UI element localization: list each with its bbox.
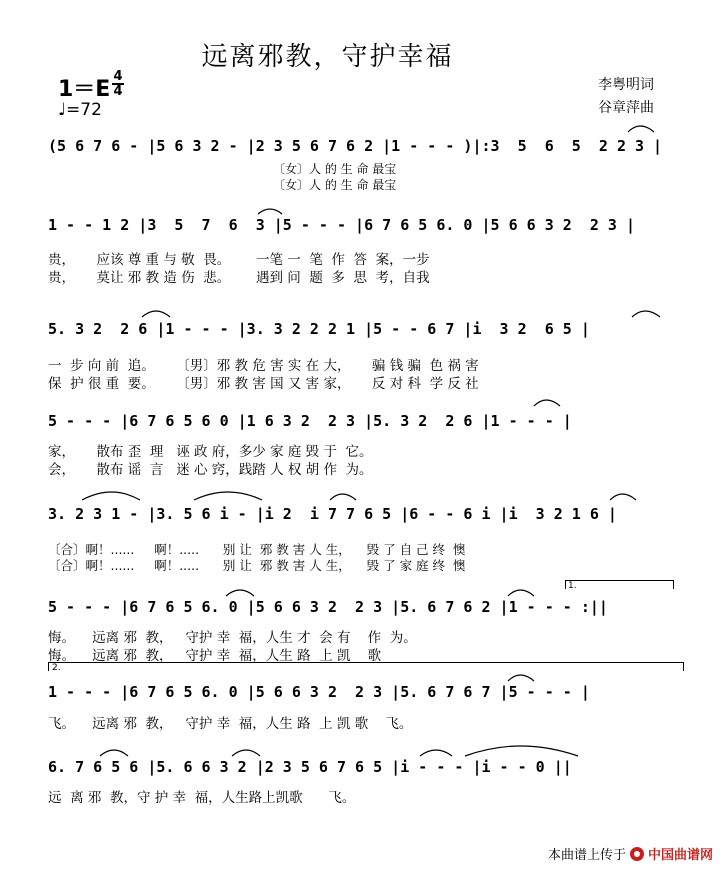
slur-arc bbox=[465, 746, 578, 756]
slur-arc bbox=[534, 400, 560, 406]
lyric-line-4b: 会， 散布 谣 言 迷 心 窍，践踏 人 权 胡 作 为。 bbox=[48, 462, 373, 478]
lyric-line-8a: 远 离 邪 教，守 护 幸 福，人生路上凯歌 飞。 bbox=[48, 790, 356, 806]
slur-arc bbox=[232, 750, 260, 756]
slur-arc bbox=[194, 492, 262, 500]
notation-line-1: (5 6 7 6 - |5 6 3 2 - |2 3 5 6 7 6 2 |1 - - - )|:3 5 6 5 2 2 3 | bbox=[48, 137, 663, 155]
tempo-marking: ♩=72 bbox=[58, 100, 102, 120]
slur-arc bbox=[508, 675, 534, 681]
slur-arc bbox=[258, 209, 282, 214]
time-signature-top: 4 bbox=[113, 69, 123, 84]
song-title: 远离邪教，守护幸福 bbox=[201, 42, 454, 72]
notation-line-8: 6. 7 6 5 6 |5. 6 6 3 2 |2 3 5 6 7 6 5 |i - - - |i - - 0 || bbox=[48, 758, 572, 776]
first-ending-label: 1. bbox=[568, 581, 577, 591]
lyric-line-2a: 贵， 应该 尊 重 与 敬 畏。 一笔 一 笔 作 答 案，一步 bbox=[48, 252, 430, 268]
notation-line-7: 1 - - - |6 7 6 5 6. 0 |5 6 6 3 2 2 3 |5. 6 7 6 7 |5 - - - | bbox=[48, 683, 590, 701]
slur-arc bbox=[610, 494, 636, 500]
key-signature: 1＝E bbox=[58, 77, 111, 102]
lyric-line-6b: 悔。 远离 邪 教， 守护 幸 福，人生 路 上 凯 歌 bbox=[48, 648, 382, 664]
lyric-line-5a: 〔合〕啊！...... 啊！..... 别 让 邪 教 害 人 生， 毁 了 自 己 终 懊 bbox=[48, 542, 466, 557]
notation-line-4: 5 - - - |6 7 6 5 6 0 |1 6 3 2 2 3 |5. 3 2 2 6 |1 - - - | bbox=[48, 412, 572, 430]
lyric-line-3a: 一 步 向 前 追。 〔男〕邪 教 危 害 实 在 大， 骗 钱 骗 色 祸 害 bbox=[48, 358, 479, 374]
lyric-line-2b: 贵， 莫让 邪 教 造 伤 悲。 遇到 问 题 多 思 考，自我 bbox=[48, 270, 430, 286]
slur-arc bbox=[82, 492, 140, 500]
notation-line-2: 1 - - 1 2 |3 5 7 6 3 |5 - - - |6 7 6 5 6. 0 |5 6 6 3 2 2 3 | bbox=[48, 216, 635, 234]
notation-line-5: 3. 2 3 1 - |3. 5 6 i - |i 2 i 7 7 6 5 |6 - - 6 i |i 3 2 1 6 | bbox=[48, 505, 617, 523]
lyric-line-4a: 家， 散布 歪 理 诬 政 府，多少 家 庭 毁 于 它。 bbox=[48, 444, 373, 460]
slur-arc bbox=[628, 126, 654, 132]
site-logo-icon bbox=[630, 847, 644, 861]
slur-arc bbox=[632, 311, 660, 317]
second-ending-label: 2. bbox=[52, 663, 61, 673]
notation-line-6: 5 - - - |6 7 6 5 6. 0 |5 6 6 3 2 2 3 |5. 6 7 6 2 |1 - - - :|| bbox=[48, 598, 608, 616]
lyric-line-5b: 〔合〕啊！...... 啊！..... 别 让 邪 教 害 人 生， 毁 了 家 庭 终 懊 bbox=[48, 558, 466, 573]
lyric-line-3b: 保 护 很 重 要。 〔男〕邪 教 害 国 又 害 家， 反 对 科 学 反 社 bbox=[48, 376, 479, 392]
composer-credit: 谷章萍曲 bbox=[598, 100, 654, 116]
site-name-link[interactable]: 中国曲谱网 bbox=[647, 848, 713, 863]
lyricist-credit: 李粤明词 bbox=[598, 77, 654, 93]
slur-arc bbox=[420, 750, 452, 756]
lyric-line-1b: 〔女〕人 的 生 命 最宝 bbox=[48, 178, 397, 192]
lyric-line-6a: 悔。 远离 邪 教， 守护 幸 福，人生 才 会 有 作 为。 bbox=[48, 630, 417, 646]
lyric-line-7a: 飞。 远离 邪 教， 守护 幸 福，人生 路 上 凯 歌 飞。 bbox=[48, 716, 413, 732]
slur-arc bbox=[226, 590, 254, 596]
slur-arc bbox=[508, 590, 534, 596]
site-footer bbox=[548, 844, 713, 863]
slur-arc bbox=[330, 494, 356, 500]
slur-arc bbox=[100, 750, 128, 756]
lyric-line-1a: 〔女〕人 的 生 命 最宝 bbox=[48, 162, 397, 176]
upload-text: 本曲谱上传于 bbox=[547, 848, 626, 863]
time-signature-bottom: 4 bbox=[113, 84, 123, 99]
notation-line-3: 5. 3 2 2 6 |1 - - - |3. 3 2 2 2 1 |5 - - 6 7 |i 3 2 6 5 | bbox=[48, 320, 590, 338]
slur-arc bbox=[142, 311, 170, 317]
